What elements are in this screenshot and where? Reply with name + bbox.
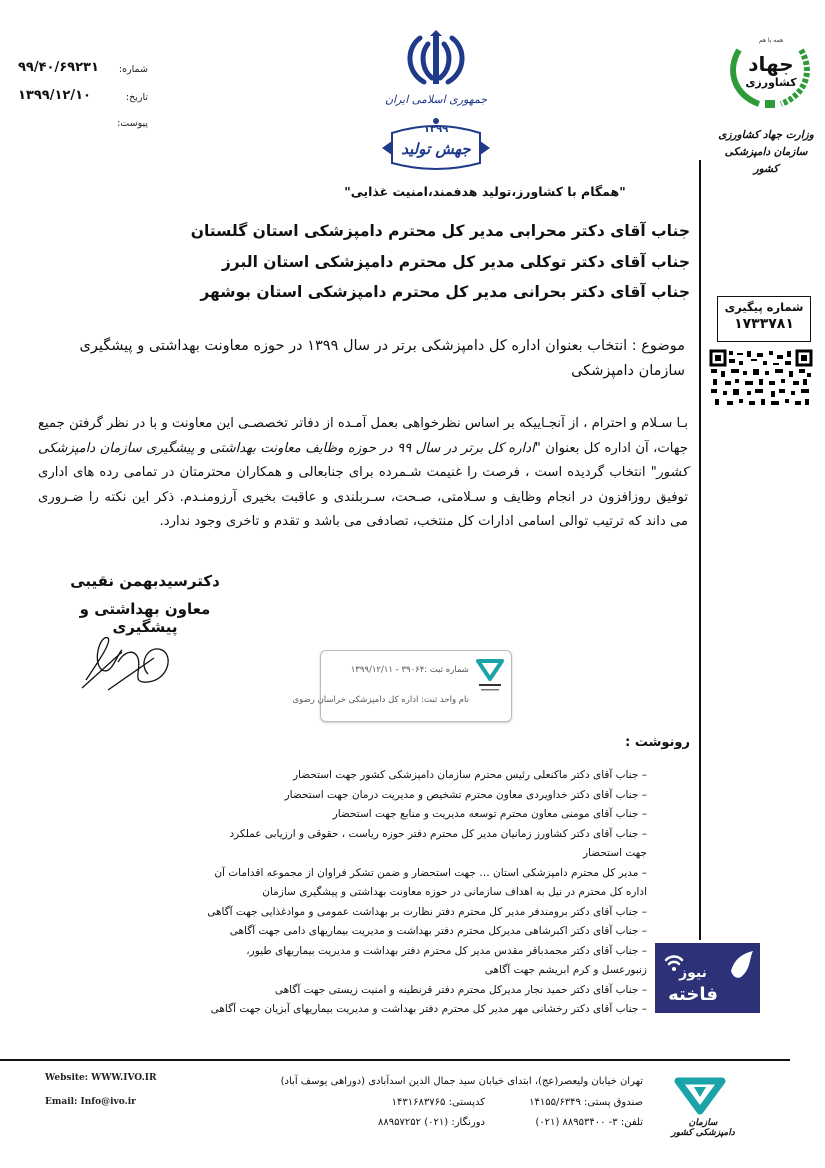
footer-address: تهران خیابان ولیعصر(عج)، ابتدای خیابان سید جمال الدین اسدآبادی (دوراهی یوسف آباد) [280, 1076, 643, 1087]
phone-label: تلفن: [620, 1117, 643, 1128]
cc-item: – جناب آقای دکتر خداویردی معاون محترم تشخیص و مدیریت درمان جهت استحضار [284, 788, 647, 801]
cc-item: – جناب آقای دکتر کشاورز زمانیان مدیر کل محترم دفتر حوزه ریاست ، حقوقی و ارزیابی عملکرد جهت استحضار [229, 827, 647, 859]
signatory-title: معاون بهداشتی و پیشگیری [79, 600, 211, 636]
tracking-label: شماره پیگیری [724, 300, 804, 314]
tracking-box [717, 296, 811, 342]
fax-label: دورنگار: [451, 1117, 485, 1128]
signatory-name: دکترسیدبهمن نقیبی [70, 572, 220, 590]
news-watermark-text [663, 962, 723, 1006]
letter-subject: موضوع : انتخاب بعنوان اداره کل دامپزشکی برتر در سال ۱۳۹۹ در حوزه معاونت بهداشتی و پیشگیری سازمان دامپزشکی [79, 338, 685, 379]
news-watermark-line-1: نیوز [679, 965, 707, 981]
ministry-line-1: وزارت جهاد کشاورزی [718, 129, 814, 141]
footer-divider [0, 1059, 790, 1061]
postal-code-label: کدپستی: [448, 1097, 485, 1108]
letter-date [18, 88, 148, 108]
footer-org-logo-text: سازمان دامپزشکی کشور [671, 1118, 735, 1138]
footer-email[interactable]: Email: Info@ivo.ir [45, 1097, 136, 1107]
footer-postal-code [392, 1097, 485, 1108]
letter-date-label: تاریخ: [125, 92, 148, 103]
tracking-number: ۱۷۳۳۷۸۱ [734, 316, 794, 332]
margin-divider [699, 160, 701, 940]
footer-po-box [529, 1097, 643, 1108]
letter-attachment [18, 114, 148, 134]
letter-date-value: ۱۳۹۹/۱۲/۱۰ [18, 88, 91, 103]
body-quote: "اداره کل برتر در سال ۹۹ در حوزه وظایف معاونت بهداشتی و پیشگیری سازمان دامپزشکی کشور" [38, 440, 688, 480]
cc-list [207, 766, 647, 1020]
cc-item: – جناب آقای دکتر ماکنعلی رئیس محترم سازمان دامپزشکی کشور جهت استحضار [292, 769, 647, 781]
handwritten-signature-icon [78, 632, 188, 692]
emblem-caption: جمهوری اسلامی ایران [384, 93, 488, 106]
fax-value: (۰۲۱) ۸۸۹۵۷۲۵۲ [378, 1117, 449, 1128]
phone-value: ۳- ۸۸۹۵۳۴۰۰ (۰۲۱) [535, 1117, 618, 1128]
cc-item: – جناب آقای دکتر حمید نجار مدیرکل محترم دفتر قرنطینه و امنیت زیستی جهت آگاهی [274, 983, 647, 996]
cc-item: – جناب آقای دکتر اکبرشاهی مدیرکل محترم دفتر بهداشت و مدیریت بیماریهای دامی جهت آگاهی [229, 925, 647, 937]
letter-number-value: ۹۹/۴۰/۶۹۲۳۱ [18, 60, 99, 75]
registration-number: شماره ثبت :۳۹۰۶۴ - ۱۳۹۹/۱۲/۱۱ [350, 665, 469, 675]
cc-item: – جناب آقای دکتر رخشانی مهر مدیر کل محترم دفتر بهداشت و مدیریت بیماریهای آبزیان جهت آگاهی [210, 1003, 647, 1015]
news-watermark-line-2: فاخته [668, 984, 718, 1005]
ministry-line-2: سازمان دامپزشکی کشور [724, 146, 808, 175]
addressee-1: جناب آقای دکتر محرابی مدیر کل محترم دامپزشکی استان گلستان [190, 222, 690, 240]
iran-emblem-icon [398, 30, 474, 90]
ivo-logo-icon [670, 1075, 730, 1115]
letter-number-label: شماره: [118, 64, 148, 75]
slogan-year: ۱۳۹۹ [423, 124, 449, 135]
cc-item: – جناب آقای دکتر برومندفر مدیر کل محترم دفتر نظارت بر بهداشت عمومی و موادغذایی جهت آگاهی [207, 905, 647, 918]
footer-phone [535, 1117, 643, 1128]
jahad-logo-sub-text: کشاورزی [745, 76, 797, 89]
body-part-2: انتخاب گردیده است ، فرصت را غنیمت شـمرده برای جنابعالی و همکاران محترمتان در تمامی رده های اداری توفیق روزافزون در انجام وظایف و سـلامتی، صـحت، سـربلندی و عاقبت بخیری آرزومنـدم. ذکر این نکته را ضـروری می داند که ترتیب توالی اسامی ادارات کل منتخب، تصادفی می باشد و تقدم و تاخری وجود ندارد. [38, 465, 688, 529]
cc-item: – جناب آقای دکتر محمدباقر مقدس مدیر کل محترم دفتر بهداشت و مدیریت بیماریهای طیور، زنبورعسل و کرم ابریشم جهت آگاهی [246, 944, 647, 976]
po-box-value: ۱۴۱۵۵/۶۳۴۹ [529, 1097, 581, 1108]
qr-code-icon [709, 349, 813, 409]
postal-code-value: ۱۴۳۱۶۸۳۷۶۵ [391, 1097, 446, 1108]
footer-fax [378, 1117, 485, 1128]
addressee-3: جناب آقای دکتر بحرانی مدیر کل محترم دامپزشکی استان بوشهر [200, 283, 690, 301]
attachment-label: پیوست: [117, 118, 148, 129]
bird-icon [727, 949, 757, 981]
cc-item: – جناب آقای مومنی معاون محترم توسعه مدیریت و منابع جهت استحضار [332, 808, 647, 820]
registration-unit: نام واحد ثبت: اداره کل دامپزشکی خراسان رضوی [292, 695, 469, 705]
slogan-text: جهش تولید [401, 140, 471, 158]
ivo-stamp-logo-icon [475, 657, 505, 697]
motto: "همگام با کشاورز،تولید هدفمند،امنیت غذایی" [344, 184, 626, 199]
po-box-label: صندوق پستی: [584, 1097, 643, 1108]
footer-website[interactable]: Website: WWW.IVO.IR [45, 1073, 157, 1083]
jahad-logo-big-text: جهاد [748, 52, 794, 76]
ministry-name [712, 127, 820, 178]
addressee-2: جناب آقای دکتر توکلی مدیر کل محترم دامپزشکی استان البرز [221, 253, 690, 271]
cc-title: رونوشت : [625, 735, 690, 750]
body-part-1: بـا سـلام و احترام ، از آنجـاییکه بر اساس نظرخواهی بعمل آمـده از دفاتر تخصصـی این معاونت و با در نظر گرفتن جمیع جهات، آن اداره کل بعنوان [38, 416, 688, 456]
registration-stamp [292, 650, 512, 722]
letter-number [18, 60, 148, 80]
jahad-logo-top-text: همه با هم [758, 37, 784, 44]
cc-item: – مدیر کل محترم دامپزشکی استان … جهت استحضار و ضمن تشکر فراوان از مجموعه اقدامات آن اداره کل محترم در نیل به اهداف سازمانی در حوزه معاونت بهداشتی و پیشگیری سازمان [214, 866, 647, 898]
letter-body [38, 412, 688, 535]
